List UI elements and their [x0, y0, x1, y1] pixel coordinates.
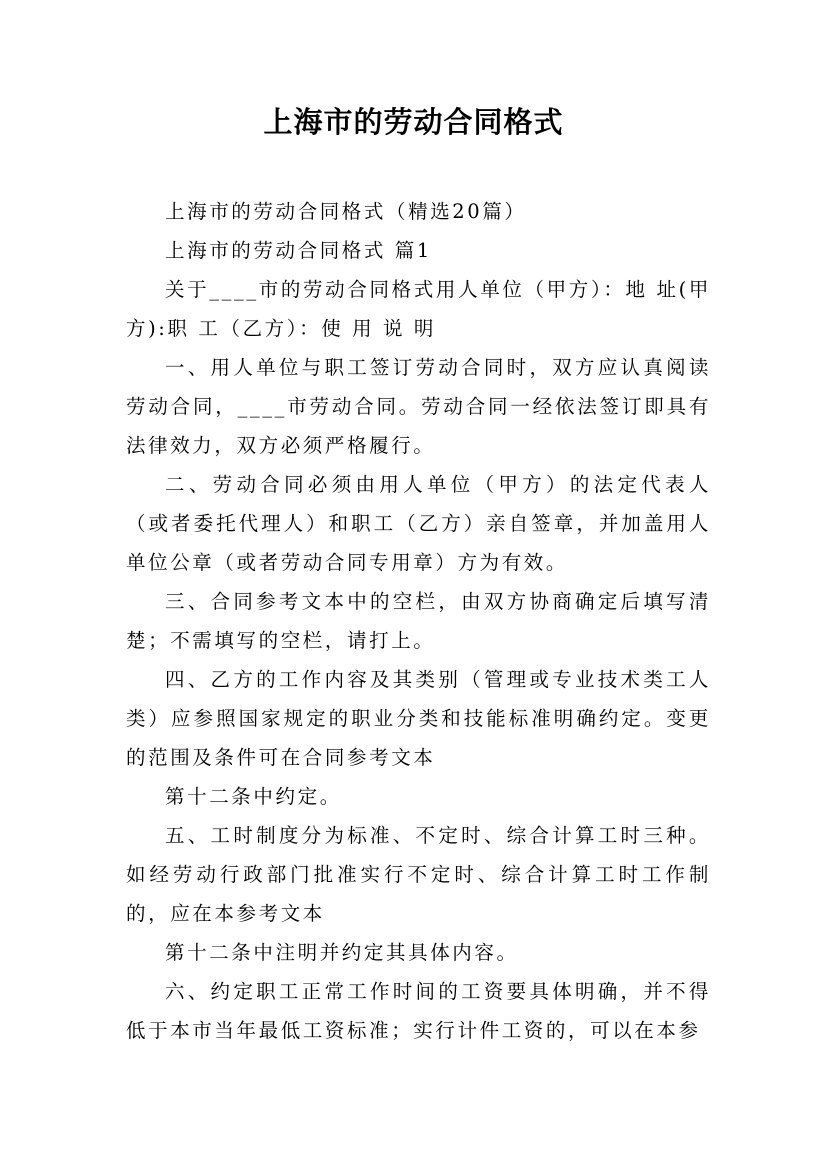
paragraph: 上海市的劳动合同格式（精选20篇） [165, 200, 527, 223]
paragraph: 三、合同参考文本中的空栏，由双方协商确定后填写清楚；不需填写的空栏，请打上。 [126, 590, 711, 652]
paragraph: 六、约定职工正常工作时间的工资要具体明确，并不得低于本市当年最低工资标准；实行计件工资的，可以在本参 [126, 980, 711, 1042]
paragraph: 五、工时制度分为标准、不定时、综合计算工时三种。如经劳动行政部门批准实行不定时、综合计算工时工作制的，应在本参考文本 [126, 824, 711, 925]
paragraph: 关于____市的劳动合同格式用人单位（甲方）：地 址(甲方):职 工（乙方）：使 用 说 明 [126, 278, 711, 340]
paragraph: 第十二条中约定。 [165, 785, 342, 808]
paragraph: 上海市的劳动合同格式 篇1 [165, 239, 432, 262]
document-body [126, 192, 711, 1050]
paragraph: 二、劳动合同必须由用人单位（甲方）的法定代表人（或者委托代理人）和职工（乙方）亲自签章，并加盖用人单位公章（或者劳动合同专用章）方为有效。 [126, 473, 711, 574]
paragraph: 第十二条中注明并约定其具体内容。 [165, 941, 519, 964]
document-title: 上海市的劳动合同格式 [263, 105, 564, 139]
paragraph: 四、乙方的工作内容及其类别（管理或专业技术类工人类）应参照国家规定的职业分类和技能标准明确约定。变更的范围及条件可在合同参考文本 [126, 668, 711, 769]
paragraph: 一、用人单位与职工签订劳动合同时，双方应认真阅读劳动合同，____市劳动合同。劳动合同一经依法签订即具有法律效力，双方必须严格履行。 [126, 356, 711, 457]
